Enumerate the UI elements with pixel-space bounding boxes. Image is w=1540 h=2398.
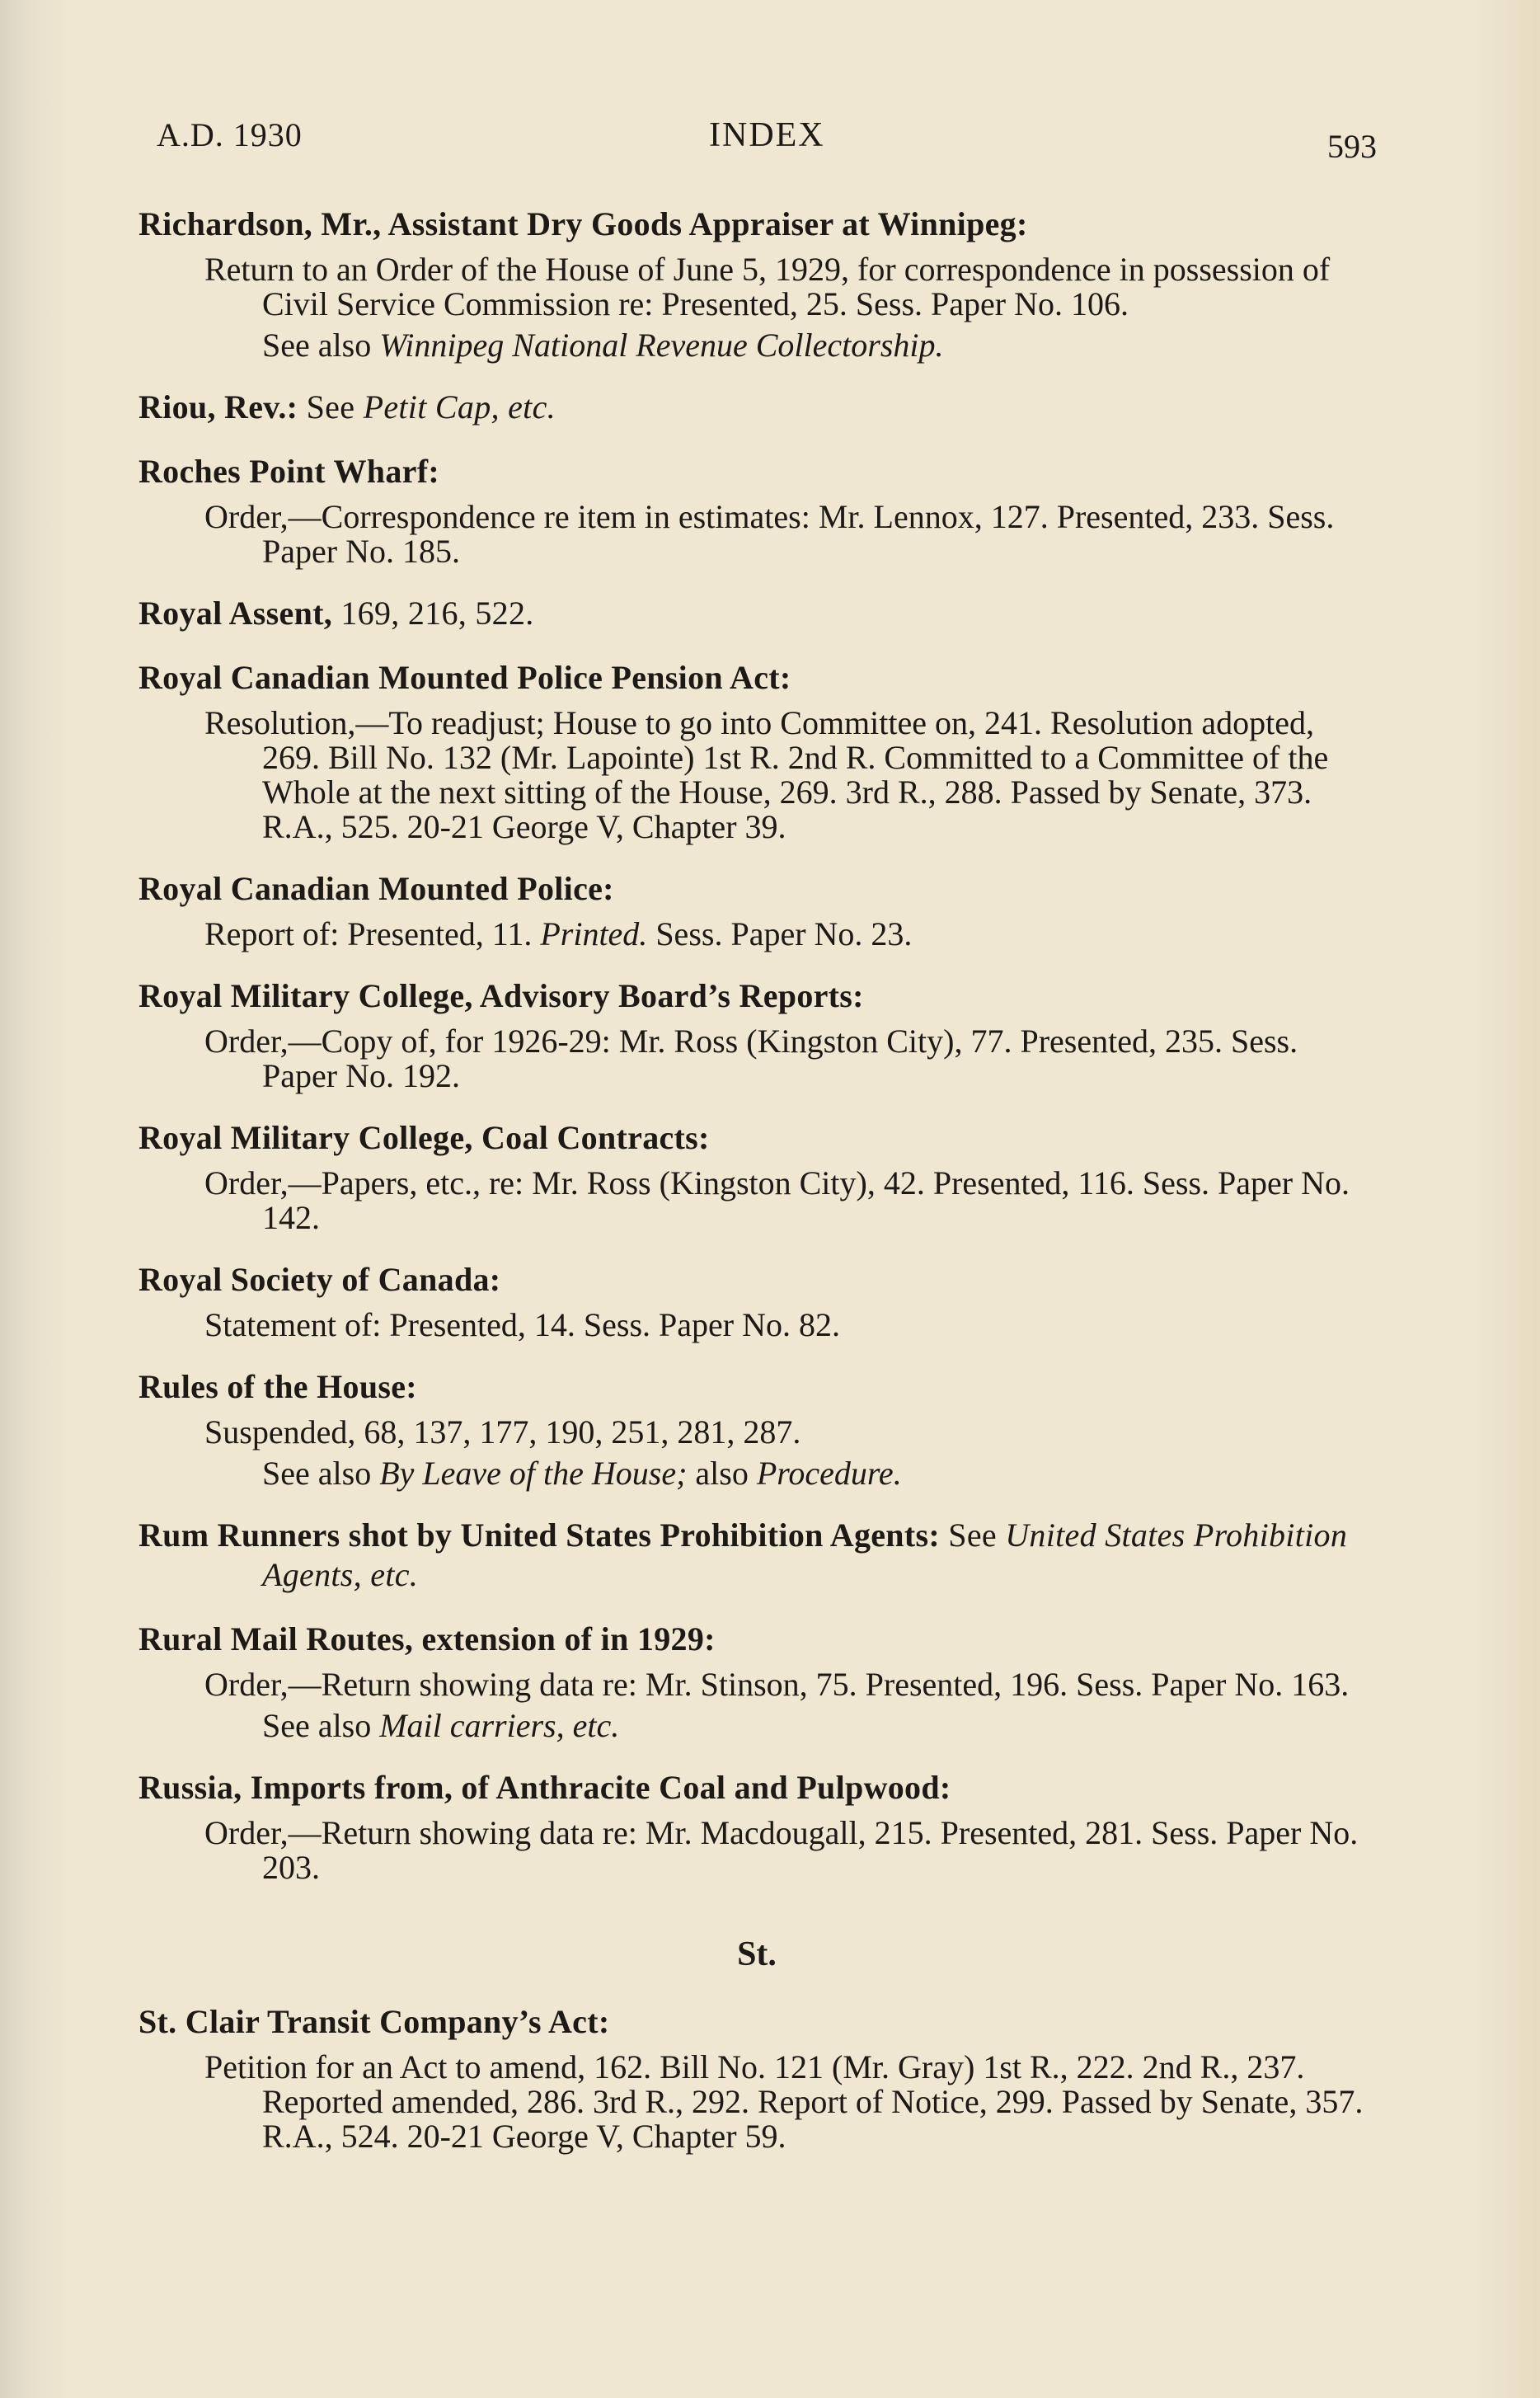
entry-line: Resolution,—To readjust; House to go into Committee on, 241. Resolution adopted, 269. Bill No. 132 (Mr. Lapointe) 1st R. 2nd R. Committed to a Committee of the Whole at the next sitting of the House, 269. 3rd R., 288. Passed by Senate, 373. R.A., 525. 20-21 George V, Chapter 39. [204,704,1329,845]
entry-heading [139,1516,1375,1595]
entry-line: Order,—Papers, etc., re: Mr. Ross (Kingston City), 42. Presented, 116. Sess. Paper No. 142. [204,1164,1350,1236]
section-heading: St. [737,1935,777,1973]
index-entry [139,205,1375,363]
index-entry [139,1367,1375,1491]
index-entry [139,976,1375,1093]
entry-heading: Richardson, Mr., Assistant Dry Goods Appraiser at Winnipeg: [139,205,1028,242]
entry-heading: Royal Military College, Coal Contracts: [139,1119,710,1156]
see-also-prefix: See also [262,327,380,364]
entry-line [139,917,1375,952]
entry-line-tail: Sess. Paper No. 23. [647,915,913,952]
entry-line: Order,—Return showing data re: Mr. Stinson, 75. Presented, 196. Sess. Paper No. 163. [204,1666,1350,1703]
entry-heading [139,594,1375,633]
see-also-line [139,1709,1375,1743]
index-entry [139,452,1375,569]
index-entry [139,869,1375,952]
see-also-prefix: See also [262,1455,380,1492]
see-word: See [939,1516,1006,1554]
entry-pages: 169, 216, 522. [332,595,534,632]
entry-line: Return to an Order of the House of June 5, 1929, for correspondence in possession of Civil Service Commission re: Presented, 25. Sess. Paper No. 106. [204,251,1331,322]
see-also-reference: Mail carriers, etc. [379,1707,620,1744]
entry-heading-text: Royal Assent, [139,595,333,632]
entry-heading: Royal Canadian Mounted Police Pension Act: [139,659,791,696]
entry-line: Order,—Copy of, for 1926-29: Mr. Ross (Kingston City), 77. Presented, 235. Sess. Paper No. 192. [204,1023,1298,1094]
see-word: See [306,388,364,426]
running-head-year: A.D. 1930 [157,116,303,153]
entry-heading-text: Riou, Rev.: [139,388,298,426]
entry-heading: St. Clair Transit Company’s Act: [139,2003,610,2040]
running-head-title: INDEX [709,116,825,154]
entry-line-text: Report of: Presented, 11. [204,915,541,952]
page-number: 593 [1327,128,1377,165]
see-also-connector: also [687,1455,757,1492]
see-reference: United States Prohibition Agents, etc. [262,1516,1348,1593]
see-also-line [139,328,1375,363]
see-also-reference: Winnipeg National Revenue Collectorship. [379,327,944,364]
entry-heading: Rules of the House: [139,1368,417,1405]
entry-line: Suspended, 68, 137, 177, 190, 251, 281, 287. [204,1413,801,1451]
index-entry [139,1516,1375,1595]
entry-heading-text: Rum Runners shot by United States Prohibition Agents: [139,1516,940,1554]
entry-heading [139,388,1375,427]
see-also-reference-2: Procedure. [756,1455,902,1492]
see-prefix [298,388,556,426]
entry-heading: Rural Mail Routes, extension of in 1929: [139,1620,716,1657]
index-entry [139,1620,1375,1743]
entry-line: Order,—Correspondence re item in estimates: Mr. Lennox, 127. Presented, 233. Sess. Paper No. 185. [204,498,1335,570]
entry-heading: Royal Military College, Advisory Board’s Reports: [139,977,864,1014]
index-entry [139,2002,1375,2154]
see-reference: Petit Cap, etc. [363,388,556,426]
index-entry [139,1118,1375,1235]
entry-line-italic: Printed. [540,915,648,952]
index-entry [139,1768,1375,1885]
index-entry [139,594,1375,633]
see-also-line [139,1456,1375,1491]
entry-heading: Russia, Imports from, of Anthracite Coal and Pulpwood: [139,1769,951,1806]
index-entry [139,388,1375,427]
see-also-reference: By Leave of the House; [379,1455,688,1492]
entry-line: Statement of: Presented, 14. Sess. Paper No. 82. [204,1306,840,1343]
entry-line: Order,—Return showing data re: Mr. Macdougall, 215. Presented, 281. Sess. Paper No. 203. [204,1814,1359,1886]
running-head [157,115,1377,165]
entry-heading: Roches Point Wharf: [139,453,439,490]
index-entry [139,1260,1375,1342]
entry-heading: Royal Society of Canada: [139,1261,501,1298]
entry-heading: Royal Canadian Mounted Police: [139,870,614,907]
index-entry [139,658,1375,844]
entry-line: Petition for an Act to amend, 162. Bill No. 121 (Mr. Gray) 1st R., 222. 2nd R., 237. Reported amended, 286. 3rd R., 292. Report of Notice, 299. Passed by Senate, 357. R.A., 524. 20-21 George V, Chapter 59. [204,2048,1364,2155]
index-body [139,205,1375,2179]
see-also-prefix: See also [262,1707,380,1744]
